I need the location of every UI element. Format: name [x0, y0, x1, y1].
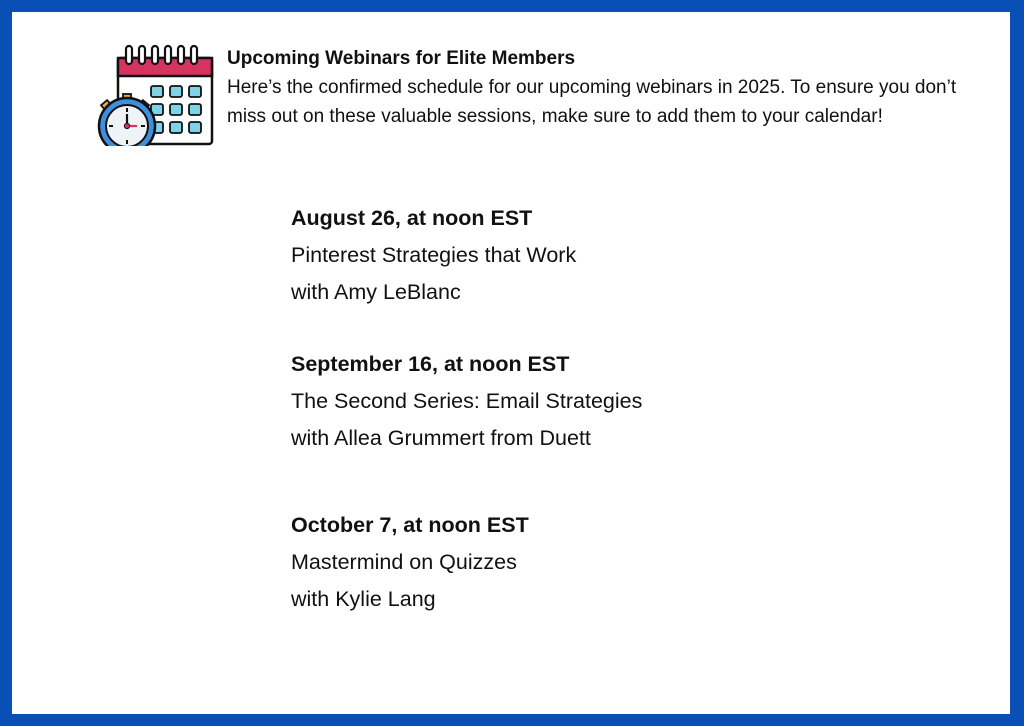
webinar-date: October 7, at noon EST — [291, 513, 529, 537]
intro-text: Here’s the confirmed schedule for our upcoming webinars in 2025. To ensure you don’t miss out on these valuable sessions, make sure to add them to your calendar! — [227, 77, 957, 127]
webinar-item — [291, 507, 891, 618]
webinar-presenter: with Allea Grummert from Duett — [291, 426, 591, 450]
webinar-title: Pinterest Strategies that Work — [291, 243, 577, 267]
webinar-date: September 16, at noon EST — [291, 352, 570, 376]
calendar-stopwatch-icon — [88, 42, 218, 146]
intro-block — [227, 44, 957, 131]
webinar-item — [291, 200, 891, 311]
webinar-presenter: with Amy LeBlanc — [291, 280, 461, 304]
content-card — [12, 12, 1010, 714]
webinar-item — [291, 346, 891, 457]
webinar-title: The Second Series: Email Strategies — [291, 389, 643, 413]
page-title: Upcoming Webinars for Elite Members — [227, 48, 576, 69]
webinar-title: Mastermind on Quizzes — [291, 550, 517, 574]
webinar-presenter: with Kylie Lang — [291, 587, 436, 611]
webinar-date: August 26, at noon EST — [291, 206, 533, 230]
